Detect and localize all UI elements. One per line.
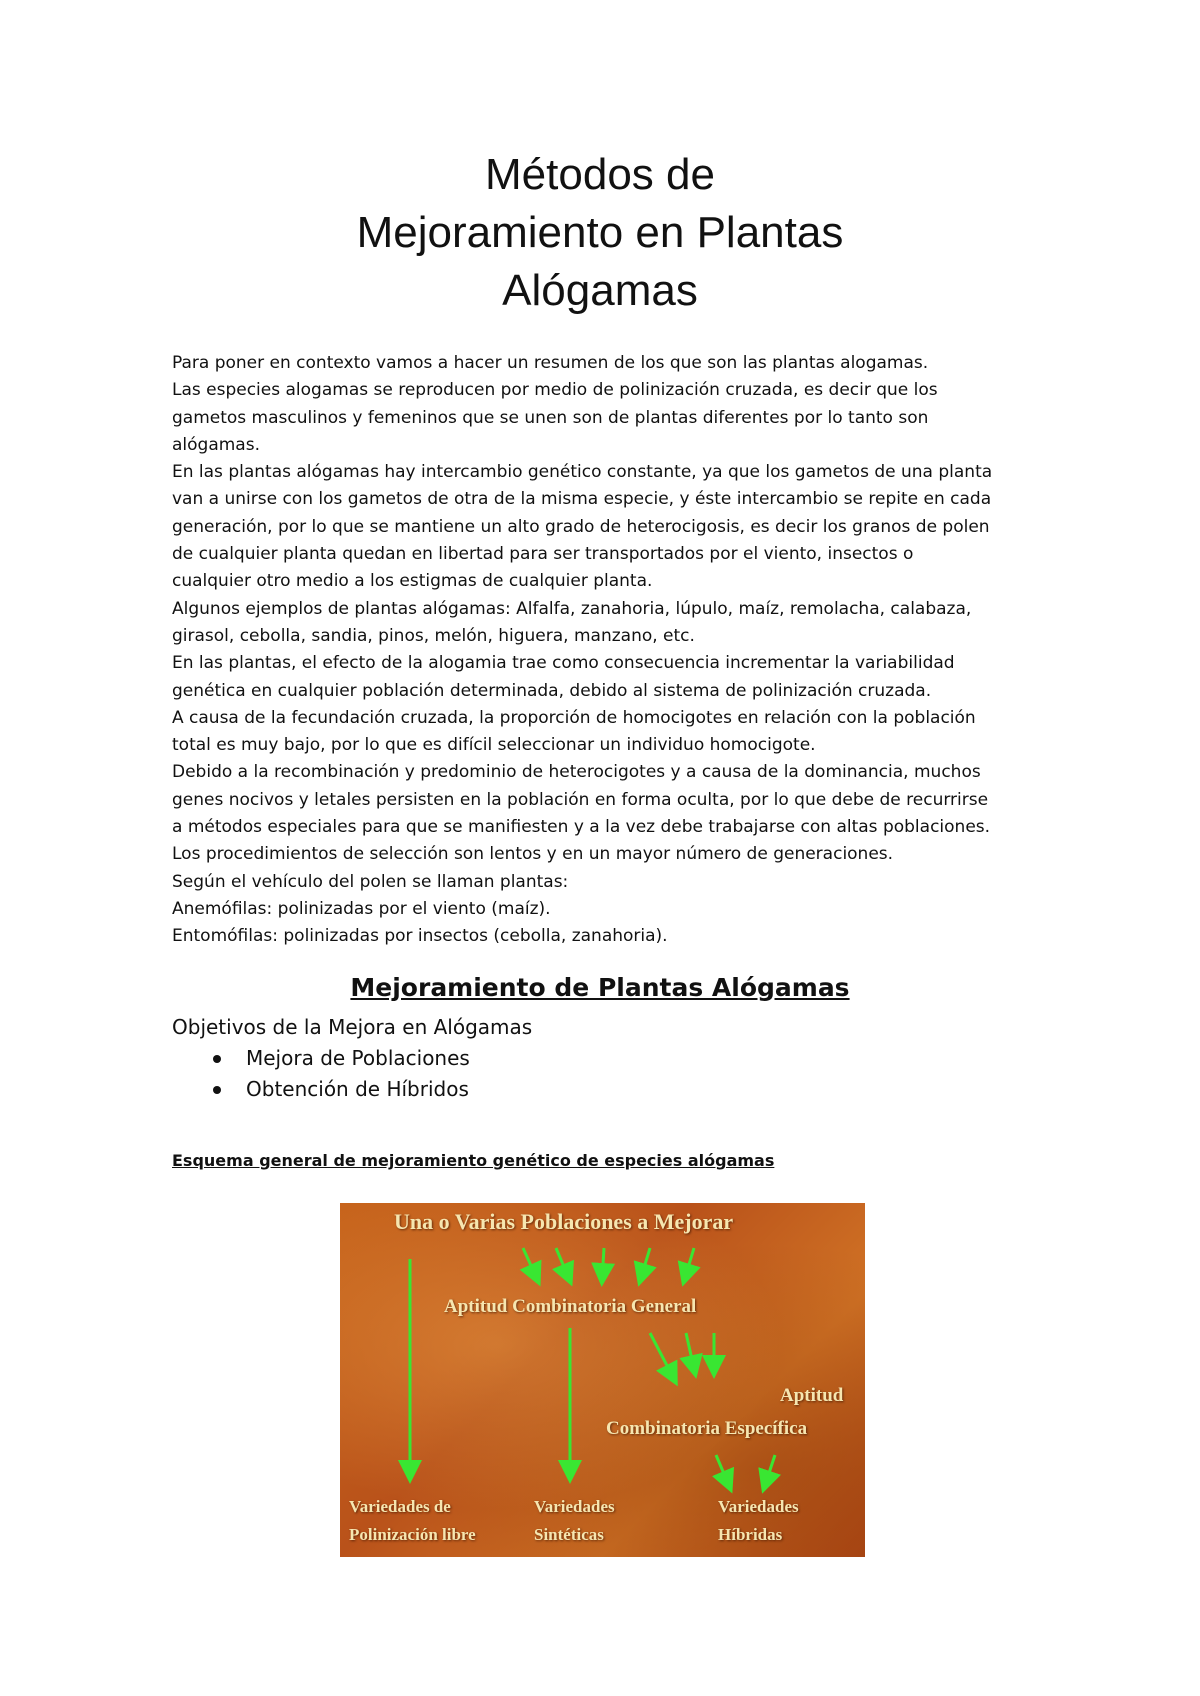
breeding-scheme-diagram	[340, 1203, 865, 1557]
arrow-to-hybrid	[764, 1455, 775, 1488]
diagram-general-label: Aptitud Combinatoria General	[444, 1296, 697, 1317]
body-line: generación, por lo que se mantiene un alto grado de heterocigosis, es decir los granos de polen	[172, 516, 990, 537]
schema-title: Esquema general de mejoramiento genético de especies alógamas	[172, 1151, 775, 1170]
body-text	[172, 350, 1052, 951]
arrow-to-general	[640, 1248, 650, 1281]
arrow-to-hybrid	[716, 1455, 730, 1488]
body-line: Según el vehículo del polen se llaman plantas:	[172, 871, 569, 892]
diagram-specific-label-2: Combinatoria Específica	[606, 1418, 808, 1439]
body-line: genes nocivos y letales persisten en la población en forma oculta, por lo que debe de recurrirse	[172, 789, 989, 810]
diagram-specific-label-1: Aptitud	[780, 1385, 844, 1406]
body-line: genética en cualquier población determinada, debido al sistema de polinización cruzada.	[172, 680, 932, 701]
diagram-output-line: Polinización libre	[349, 1525, 476, 1544]
objective-text: Mejora de Poblaciones	[246, 1046, 470, 1070]
diagram-output-synthetic	[534, 1493, 615, 1549]
body-line: Anemófilas: polinizadas por el viento (maíz).	[172, 898, 551, 919]
body-line: Entomófilas: polinizadas por insectos (cebolla, zanahoria).	[172, 926, 668, 947]
body-line: girasol, cebolla, sandia, pinos, melón, higuera, manzano, etc.	[172, 625, 695, 646]
section-heading: Mejoramiento de Plantas Alógamas	[350, 973, 850, 1002]
objectives-list	[210, 1043, 470, 1105]
arrow-to-specific	[650, 1333, 675, 1381]
body-line: Algunos ejemplos de plantas alógamas: Alfalfa, zanahoria, lúpulo, maíz, remolacha, calabaza,	[172, 598, 972, 619]
bullet-icon	[213, 1086, 221, 1094]
objectives-label: Objetivos de la Mejora en Alógamas	[172, 1015, 533, 1039]
body-line: cualquier otro medio a los estigmas de cualquier planta.	[172, 571, 653, 592]
list-item	[210, 1074, 470, 1105]
arrow-to-general	[684, 1248, 694, 1281]
diagram-output-line: Variedades de	[349, 1497, 451, 1516]
body-line: de cualquier planta quedan en libertad para ser transportados por el viento, insectos o	[172, 544, 914, 565]
diagram-output-line: Variedades	[534, 1497, 615, 1516]
diagram-output-hybrid	[718, 1493, 799, 1549]
document-title	[0, 146, 1200, 320]
title-line-3: Alógamas	[502, 266, 698, 315]
body-line: En las plantas, el efecto de la alogamia trae como consecuencia incrementar la variabilidad	[172, 653, 955, 674]
body-line: Debido a la recombinación y predominio de heterocigotes y a causa de la dominancia, muchos	[172, 762, 981, 783]
body-line: van a unirse con los gametos de otra de la misma especie, y éste intercambio se repite en cada	[172, 489, 992, 510]
title-line-2: Mejoramiento en Plantas	[356, 208, 844, 257]
arrow-to-general	[523, 1248, 538, 1281]
body-line: total es muy bajo, por lo que es difícil seleccionar un individuo homocigote.	[172, 735, 816, 756]
title-line-1: Métodos de	[485, 150, 715, 199]
arrow-to-general	[556, 1248, 570, 1281]
body-line: A causa de la fecundación cruzada, la proporción de homocigotes en relación con la población	[172, 707, 976, 728]
bullet-icon	[213, 1055, 221, 1063]
diagram-top-label: Una o Varias Poblaciones a Mejorar	[394, 1209, 734, 1234]
diagram-output-line: Sintéticas	[534, 1525, 604, 1544]
diagram-output-open-pollinated	[349, 1493, 476, 1549]
body-line: En las plantas alógamas hay intercambio genético constante, ya que los gametos de una planta	[172, 462, 993, 483]
body-line: gametos masculinos y femeninos que se unen son de plantas diferentes por lo tanto son	[172, 407, 929, 428]
body-line: alógamas.	[172, 434, 260, 455]
arrow-to-specific	[686, 1333, 695, 1373]
arrow-to-general	[602, 1248, 604, 1281]
diagram-output-line: Variedades	[718, 1497, 799, 1516]
objective-text: Obtención de Híbridos	[246, 1077, 469, 1101]
list-item	[210, 1043, 470, 1074]
body-line: Para poner en contexto vamos a hacer un resumen de los que son las plantas alogamas.	[172, 353, 929, 373]
diagram-output-line: Híbridas	[718, 1525, 783, 1544]
body-line: Los procedimientos de selección son lentos y en un mayor número de generaciones.	[172, 844, 894, 865]
body-line: Las especies alogamas se reproducen por medio de polinización cruzada, es decir que los	[172, 380, 938, 401]
body-line: a métodos especiales para que se manifiesten y a la vez debe trabajarse con altas poblaciones.	[172, 817, 991, 838]
